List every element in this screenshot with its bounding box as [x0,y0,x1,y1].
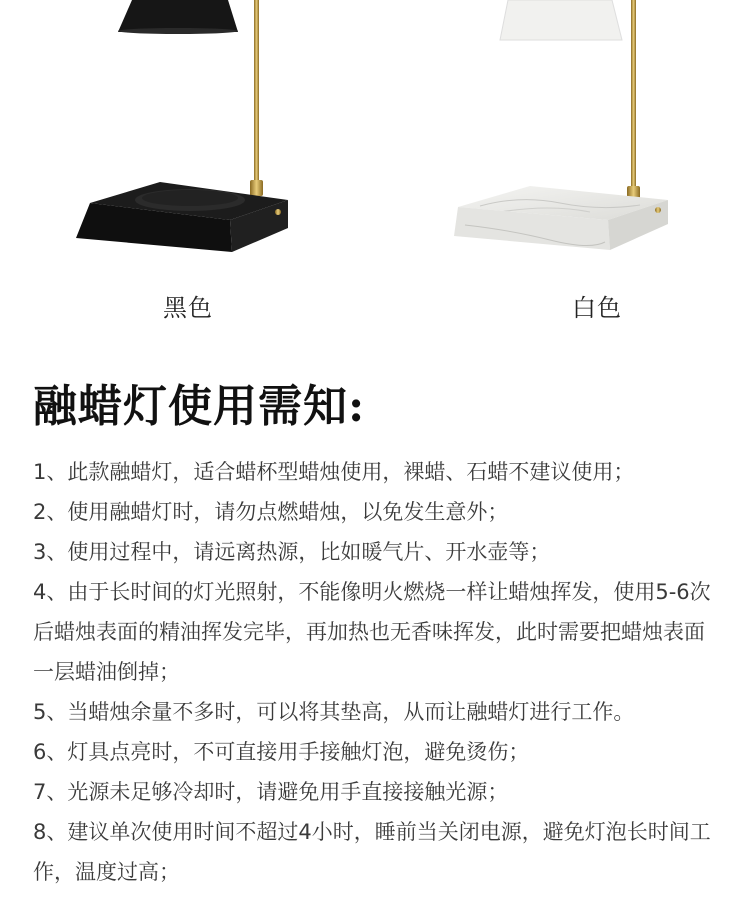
list-item: 5、当蜡烛余量不多时，可以将其垫高，从而让融蜡灯进行工作。 [33,700,635,724]
usage-notes-list [33,452,723,892]
list-item: 1、此款融蜡灯，适合蜡杯型蜡烛使用，裸蜡、石蜡不建议使用； [33,460,635,484]
list-item: 6、灯具点亮时，不可直接用手接触灯泡，避免烫伤； [33,740,530,764]
variant-label-black: 黑色 [163,294,213,322]
list-item: 4、由于长时间的灯光照射，不能像明火燃烧一样让蜡烛挥发，使用5-6次后蜡烛表面的精油挥发完毕，再加热也无香味挥发，此时需要把蜡烛表面一层蜡油倒掉； [33,580,711,684]
lamp-arm [254,0,259,190]
list-item: 7、光源未足够冷却时，请避免用手直接接触光源； [33,780,509,804]
white-lamp-image [440,0,680,265]
list-item: 8、建议单次使用时间不超过4小时，睡前当关闭电源，避免灯泡长时间工作，温度过高； [33,820,711,884]
black-lamp-image [60,0,300,265]
lamp-arm [631,0,636,195]
lamp-shade [118,0,238,32]
list-item: 2、使用融蜡灯时，请勿点燃蜡烛，以免发生意外； [33,500,509,524]
lamp-shade [500,0,622,40]
list-item: 3、使用过程中，请远离热源，比如暖气片、开水壶等； [33,540,551,564]
usage-notes-heading: 融蜡灯使用需知: [33,381,366,432]
variant-label-white: 白色 [572,294,622,322]
